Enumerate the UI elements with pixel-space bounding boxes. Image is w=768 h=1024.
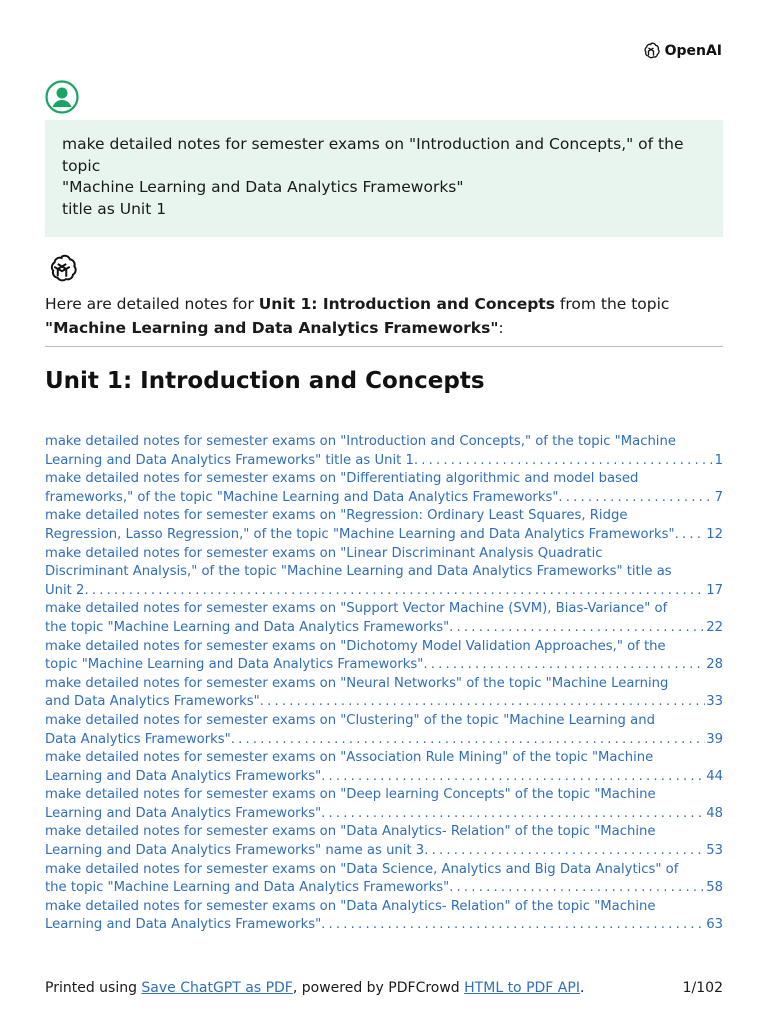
toc-leader-dots xyxy=(558,489,713,508)
openai-brand xyxy=(641,41,722,61)
user-message-line: "Machine Learning and Data Analytics Frameworks" xyxy=(62,178,464,196)
toc-entry-line: make detailed notes for semester exams on "Introduction and Concepts," of the topic "Machine xyxy=(45,434,676,449)
toc-leader-dots xyxy=(449,619,705,638)
toc-entry-line: make detailed notes for semester exams on "Linear Discriminant Analysis Quadratic xyxy=(45,545,603,561)
page-title: Unit 1: Introduction and Concepts xyxy=(45,368,485,394)
user-message-line: topic xyxy=(62,156,101,175)
toc-entry-text: Unit 2 xyxy=(45,582,85,598)
toc-page-number: 28 xyxy=(706,657,723,673)
toc-entry[interactable] xyxy=(45,712,723,749)
toc-entry-line: make detailed notes for semester exams on "Data Analytics- Relation" of the topic "Machine xyxy=(45,898,656,914)
user-avatar-icon xyxy=(45,80,79,114)
toc-entry-text: Learning and Data Analytics Frameworks" title as Unit 1 xyxy=(45,452,414,468)
toc-entry-last-line xyxy=(45,842,723,861)
toc-page-number: 44 xyxy=(706,768,723,784)
toc-page-number: 39 xyxy=(706,731,723,747)
toc-entry[interactable] xyxy=(45,786,723,823)
toc-leader-dots xyxy=(231,731,706,750)
toc-leader-dots xyxy=(675,526,706,545)
toc-entry-line: make detailed notes for semester exams on "Clustering" of the topic "Machine Learning and xyxy=(45,712,655,728)
toc-entry-last-line xyxy=(45,879,723,898)
chatgpt-logo-icon xyxy=(45,252,79,286)
toc-entry-last-line xyxy=(45,768,723,787)
footer-text: . xyxy=(579,980,585,996)
print-footer xyxy=(45,980,723,996)
toc-page-number: 7 xyxy=(714,489,723,505)
toc-entry-text: and Data Analytics Frameworks" xyxy=(45,694,260,710)
toc-leader-dots xyxy=(414,452,714,471)
brand-name: OpenAI xyxy=(664,43,722,59)
toc-page-number: 17 xyxy=(706,582,723,598)
toc-entry[interactable] xyxy=(45,433,723,470)
toc-entry[interactable] xyxy=(45,898,723,935)
toc-page-number: 12 xyxy=(706,526,723,542)
toc-leader-dots xyxy=(321,768,705,787)
toc-entry-last-line xyxy=(45,452,723,471)
footer-text: Printed using xyxy=(45,980,142,996)
toc-entry-last-line xyxy=(45,916,723,935)
footer-text: , powered by PDFCrowd xyxy=(292,980,465,996)
toc-entry-last-line xyxy=(45,656,723,675)
toc-entry-text: Learning and Data Analytics Frameworks" name as unit 3 xyxy=(45,843,425,859)
html-to-pdf-link[interactable]: HTML to PDF API xyxy=(464,980,580,996)
toc-entry[interactable] xyxy=(45,600,723,637)
toc-entry-line: make detailed notes for semester exams on "Differentiating algorithmic and model based xyxy=(45,471,639,487)
toc-entry[interactable] xyxy=(45,823,723,860)
toc-entry-last-line xyxy=(45,619,723,638)
toc-entry-last-line xyxy=(45,805,723,824)
toc-entry-line: make detailed notes for semester exams on "Dichotomy Model Validation Approaches," of the xyxy=(45,638,666,654)
intro-text: : xyxy=(498,319,504,337)
toc-entry-text: Data Analytics Frameworks" xyxy=(45,731,231,747)
toc-entry-text: the topic "Machine Learning and Data Analytics Frameworks" xyxy=(45,880,450,896)
toc-page-number: 1 xyxy=(714,452,723,468)
toc-entry[interactable] xyxy=(45,507,723,544)
openai-logo-icon xyxy=(641,41,661,61)
divider xyxy=(45,346,723,347)
toc-page-number: 33 xyxy=(706,694,723,710)
toc-entry-last-line xyxy=(45,526,723,545)
toc-entry-line: make detailed notes for semester exams on "Association Rule Mining" of the topic "Machine xyxy=(45,750,654,766)
toc-entry-line: make detailed notes for semester exams on "Data Analytics- Relation" of the topic "Machine xyxy=(45,824,656,840)
toc-entry-last-line xyxy=(45,582,723,601)
toc-leader-dots xyxy=(423,656,705,675)
toc-page-number: 48 xyxy=(706,805,723,821)
toc-entry[interactable] xyxy=(45,675,723,712)
toc-entry[interactable] xyxy=(45,470,723,507)
toc-entry-last-line xyxy=(45,489,723,508)
toc-page-number: 58 xyxy=(706,880,723,896)
toc-entry-line: make detailed notes for semester exams on "Neural Networks" of the topic "Machine Learning xyxy=(45,675,669,691)
user-message-line: title as Unit 1 xyxy=(62,199,167,218)
intro-text: Here are detailed notes for xyxy=(45,295,259,313)
user-message xyxy=(45,120,723,237)
user-message-line: make detailed notes for semester exams on "Introduction and Concepts," of the xyxy=(62,135,684,153)
toc-entry-line: make detailed notes for semester exams on "Regression: Ordinary Least Squares, Ridge xyxy=(45,508,628,524)
toc-entry-text: Learning and Data Analytics Frameworks" xyxy=(45,768,322,784)
page-indicator: 1/102 xyxy=(682,980,723,996)
toc-page-number: 53 xyxy=(706,843,723,859)
toc-leader-dots xyxy=(260,693,706,712)
toc-entry-line: make detailed notes for semester exams on "Data Science, Analytics and Big Data Analytics" of xyxy=(45,861,679,877)
toc-leader-dots xyxy=(321,805,705,824)
toc-entry-last-line xyxy=(45,693,723,712)
table-of-contents xyxy=(45,433,723,935)
intro-topic: "Machine Learning and Data Analytics Frameworks" xyxy=(45,319,499,337)
intro-text: from the topic xyxy=(554,295,670,313)
toc-entry-text: topic "Machine Learning and Data Analytics Frameworks" xyxy=(45,657,424,673)
intro-unit: Unit 1: Introduction and Concepts xyxy=(258,295,555,313)
toc-entry-line: make detailed notes for semester exams on "Support Vector Machine (SVM), Bias-Variance" of xyxy=(45,601,668,617)
toc-leader-dots xyxy=(449,879,705,898)
toc-page-number: 63 xyxy=(706,917,723,933)
save-chatgpt-pdf-link[interactable]: Save ChatGPT as PDF xyxy=(141,980,293,996)
toc-entry-text: Learning and Data Analytics Frameworks" xyxy=(45,917,322,933)
toc-entry[interactable] xyxy=(45,545,723,601)
toc-entry-line: make detailed notes for semester exams on "Deep learning Concepts" of the topic "Machine xyxy=(45,787,656,803)
toc-entry-line: Discriminant Analysis," of the topic "Machine Learning and Data Analytics Frameworks" title as xyxy=(45,564,672,580)
toc-leader-dots xyxy=(84,582,705,601)
toc-entry[interactable] xyxy=(45,861,723,898)
toc-entry-last-line xyxy=(45,731,723,750)
assistant-intro xyxy=(45,292,735,340)
toc-leader-dots xyxy=(321,916,705,935)
toc-entry[interactable] xyxy=(45,638,723,675)
toc-entry[interactable] xyxy=(45,749,723,786)
toc-entry-text: frameworks," of the topic "Machine Learning and Data Analytics Frameworks" xyxy=(45,489,559,505)
toc-entry-text: the topic "Machine Learning and Data Analytics Frameworks" xyxy=(45,619,450,635)
toc-leader-dots xyxy=(424,842,705,861)
toc-page-number: 22 xyxy=(706,619,723,635)
toc-entry-text: Learning and Data Analytics Frameworks" xyxy=(45,805,322,821)
toc-entry-text: Regression, Lasso Regression," of the topic "Machine Learning and Data Analytics Frameworks" xyxy=(45,526,675,542)
